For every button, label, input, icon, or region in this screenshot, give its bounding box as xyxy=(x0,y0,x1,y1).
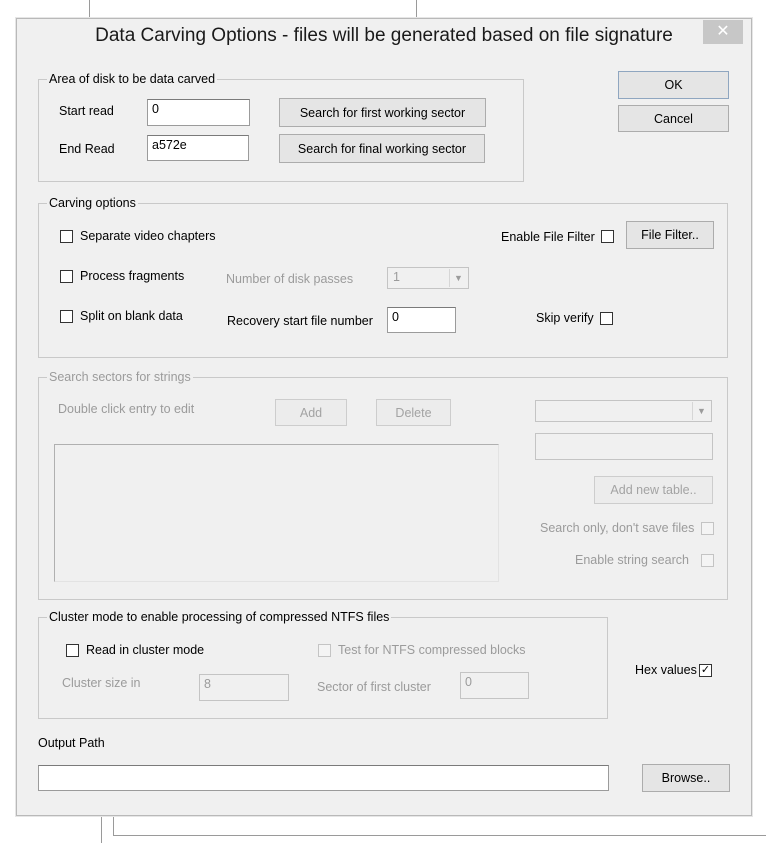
carving-options-legend: Carving options xyxy=(49,196,136,210)
separate-video-checkbox[interactable] xyxy=(60,230,73,243)
first-cluster-label: Sector of first cluster xyxy=(317,680,431,694)
close-button[interactable] xyxy=(703,20,743,44)
close-icon: ✕ xyxy=(716,23,730,40)
end-read-input[interactable]: a572e xyxy=(147,135,249,161)
process-fragments-label: Process fragments xyxy=(80,269,185,283)
process-fragments-checkbox[interactable] xyxy=(60,270,73,283)
skip-verify-label: Skip verify xyxy=(536,311,594,325)
cluster-mode-legend: Cluster mode to enable processing of compressed NTFS files xyxy=(49,610,390,624)
background-window-edge xyxy=(89,0,90,18)
cluster-mode-group xyxy=(38,610,608,719)
split-blank-checkbox[interactable] xyxy=(60,310,73,323)
cluster-size-label: Cluster size in xyxy=(62,676,141,690)
hex-values-label: Hex values xyxy=(635,663,697,677)
double-click-hint: Double click entry to edit xyxy=(58,402,195,416)
area-group xyxy=(38,72,524,182)
read-cluster-checkbox[interactable] xyxy=(66,644,79,657)
read-cluster-label: Read in cluster mode xyxy=(86,643,205,657)
delete-string-button[interactable]: Delete xyxy=(376,399,451,426)
ok-button[interactable]: OK xyxy=(618,71,729,99)
search-strings-legend: Search sectors for strings xyxy=(49,370,191,384)
enable-string-search-checkbox[interactable] xyxy=(701,554,714,567)
file-filter-button[interactable]: File Filter.. xyxy=(626,221,714,249)
separate-video-label: Separate video chapters xyxy=(80,229,216,243)
data-carving-dialog xyxy=(16,18,752,816)
recovery-start-input[interactable]: 0 xyxy=(387,307,456,333)
output-path-label: Output Path xyxy=(38,736,105,750)
browse-button[interactable]: Browse.. xyxy=(642,764,730,792)
hex-values-checkbox[interactable]: ✓ xyxy=(700,664,711,676)
add-string-button[interactable]: Add xyxy=(275,399,347,426)
background-window-edge xyxy=(113,814,114,836)
search-first-sector-button[interactable]: Search for first working sector xyxy=(279,98,486,127)
area-legend: Area of disk to be data carved xyxy=(49,72,216,86)
disk-passes-label: Number of disk passes xyxy=(226,272,354,286)
string-entry-input[interactable] xyxy=(535,433,713,460)
add-new-table-button[interactable]: Add new table.. xyxy=(594,476,713,504)
background-window-edge xyxy=(416,0,417,18)
search-final-sector-button[interactable]: Search for final working sector xyxy=(279,134,485,163)
start-read-input[interactable]: 0 xyxy=(147,99,250,126)
cluster-size-input[interactable]: 8 xyxy=(199,674,289,701)
strings-listbox[interactable] xyxy=(54,444,499,582)
string-table-select[interactable] xyxy=(535,400,712,422)
skip-verify-checkbox[interactable] xyxy=(600,312,613,325)
cancel-button[interactable]: Cancel xyxy=(618,105,729,132)
start-read-label: Start read xyxy=(59,104,114,118)
recovery-start-label: Recovery start file number xyxy=(227,314,373,328)
background-window-edge xyxy=(113,835,766,836)
test-ntfs-checkbox[interactable] xyxy=(318,644,331,657)
end-read-label: End Read xyxy=(59,142,115,156)
enable-file-filter-label: Enable File Filter xyxy=(501,230,595,244)
background-window-edge xyxy=(101,814,102,843)
disk-passes-value: 1 xyxy=(393,270,400,284)
chevron-down-icon: ▼ xyxy=(449,269,467,287)
test-ntfs-label: Test for NTFS compressed blocks xyxy=(338,643,526,657)
split-blank-label: Split on blank data xyxy=(80,309,183,323)
search-only-label: Search only, don't save files xyxy=(540,521,695,535)
first-cluster-input[interactable]: 0 xyxy=(460,672,529,699)
disk-passes-select[interactable] xyxy=(387,267,469,289)
chevron-down-icon: ▼ xyxy=(692,402,710,420)
enable-string-search-label: Enable string search xyxy=(575,553,689,567)
dialog-title: Data Carving Options - files will be generated based on file signature xyxy=(95,25,673,46)
output-path-input[interactable] xyxy=(38,765,609,791)
enable-file-filter-checkbox[interactable] xyxy=(601,230,614,243)
search-only-checkbox[interactable] xyxy=(701,522,714,535)
